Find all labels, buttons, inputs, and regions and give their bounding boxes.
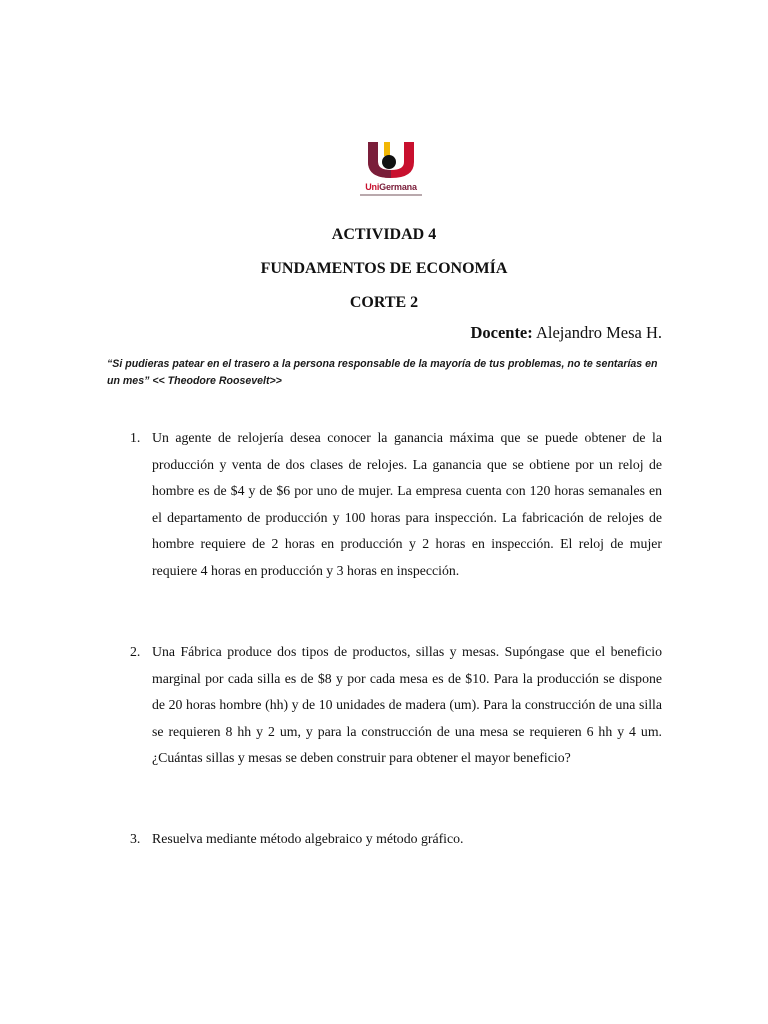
exercise-item: [130, 639, 662, 772]
exercise-number: 1.: [130, 430, 141, 445]
logo-wordmark: UniGermana: [365, 182, 417, 192]
exercise-text: Resuelva mediante método algebraico y método gráfico.: [152, 831, 464, 846]
teacher-line: [470, 323, 662, 343]
teacher-label: Docente:: [470, 323, 533, 342]
unigermana-logo: [356, 138, 426, 202]
exercise-number: 2.: [130, 644, 141, 659]
logo-mark-icon: [356, 138, 426, 182]
course-title: FUNDAMENTOS DE ECONOMÍA: [260, 260, 508, 277]
exercise-number: 3.: [130, 831, 141, 846]
exercise-item: [130, 425, 662, 585]
term-title: CORTE 2: [349, 294, 419, 311]
exercise-text: Una Fábrica produce dos tipos de productos, sillas y mesas. Supóngase que el beneficio marginal por cada silla es de $8 y por cada mesa es de $10. Para la producción se dispone de 20 horas hombre (hh) y de 10 unidades de madera (um). Para la construcción de una silla se requieren 8 hh y 2 um, y para la construcción de una mesa se requieren 6 hh y 4 um. ¿Cuántas sillas y mesas se deben construir para obtener el mayor beneficio?: [152, 644, 662, 766]
activity-title: ACTIVIDAD 4: [331, 226, 437, 243]
exercise-text: Un agente de relojería desea conocer la ganancia máxima que se puede obtener de la producción y venta de dos clases de relojes. La ganancia que se obtiene por un reloj de hombre es de $4 y de $6 por uno de mujer. La empresa cuenta con 120 horas semanales en el departamento de producción y 100 horas para inspección. La fabricación de relojes de hombre requiere de 2 horas en producción y 2 horas en inspección. El reloj de mujer requiere 4 horas en producción y 3 horas en inspección.: [152, 430, 662, 578]
teacher-name: Alejandro Mesa H.: [535, 323, 662, 342]
exercise-item: [130, 826, 662, 853]
quote: “Si pudieras patear en el trasero a la persona responsable de la mayoría de tus problemas, no te sentarías en un mes” << Theodore Roosevelt>>: [107, 358, 658, 387]
logo-tagline-bar: [360, 194, 422, 196]
